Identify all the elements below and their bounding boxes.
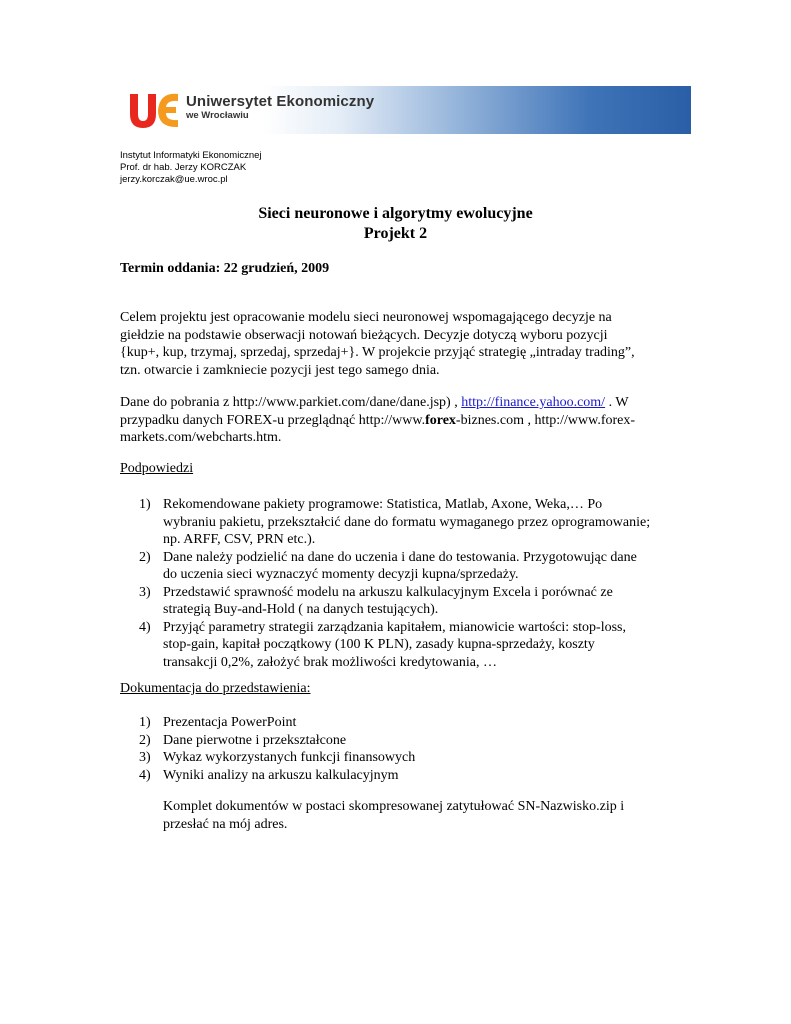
data-sources-text: Dane do pobrania z http://www.parkiet.com/dane/dane.jsp) , [120, 395, 462, 410]
documentation-heading: Dokumentacja do przedstawienia: [120, 681, 311, 696]
data-sources-paragraph [120, 394, 680, 447]
list-item-line: do uczenia sieci wyznaczyć momenty decyzji kupna/sprzedaży. [163, 567, 519, 582]
university-name [186, 94, 374, 121]
data-sources-text: przypadku danych FOREX-u przeglądnąć http://www. [120, 412, 426, 428]
intro-paragraph [120, 309, 680, 379]
list-number: 4) [139, 767, 151, 783]
list-number: 1) [139, 497, 151, 512]
list-item-line: transakcji 0,2%, założyć brak możliwości kredytowania, … [163, 654, 497, 670]
document-subtitle: Projekt 2 [363, 225, 428, 242]
author-info [120, 150, 262, 186]
closing-paragraph [163, 798, 723, 833]
university-name-line2: we Wrocławiu [186, 109, 249, 121]
closing-line: Komplet dokumentów w postaci skompresowanej zatytułować SN-Nazwisko.zip i [163, 799, 625, 814]
list-item [139, 584, 650, 619]
header-banner [128, 86, 691, 134]
list-item [139, 549, 650, 584]
data-sources-text: -biznes.com , http://www.forex- [455, 412, 636, 428]
list-item-line: Przyjąć parametry strategii zarządzania kapitałem, mianowicie wartości: stop-loss, [163, 619, 626, 635]
documentation-list [139, 714, 415, 784]
list-number: 2) [139, 732, 151, 748]
hints-list [139, 496, 650, 671]
intro-line: Celem projektu jest opracowanie modelu sieci neuronowej wspomagającego decyzje na [120, 310, 612, 325]
list-item [139, 749, 415, 767]
university-name-line1: Uniwersytet Ekonomiczny [186, 93, 375, 110]
list-item-line: wybraniu pakietu, przekształcić dane do formatu wymaganego przez oprogramowanie; [163, 514, 651, 530]
list-item-line: stop-gain, kapitał początkowy (100 K PLN), zasady kupna-sprzedaży, koszty [163, 637, 595, 652]
list-number: 2) [139, 549, 151, 565]
ue-logo-icon [128, 90, 180, 130]
list-item-line: np. ARFF, CSV, PRN etc.). [163, 532, 316, 547]
data-sources-line: markets.com/webcharts.htm. [120, 430, 282, 445]
list-item-line: strategią Buy-and-Hold ( na danych testujących). [163, 602, 439, 617]
document-title: Sieci neuronowe i algorytmy ewolucyjne [258, 205, 533, 222]
closing-line: przesłać na mój adres. [163, 816, 288, 832]
data-sources-text: . W [605, 395, 629, 410]
forex-bold-text: forex [425, 412, 456, 428]
list-item [139, 714, 415, 732]
list-item-line: Dane pierwotne i przekształcone [163, 732, 347, 748]
hints-heading: Podpowiedzi [120, 461, 194, 476]
list-item [139, 619, 650, 672]
yahoo-finance-link[interactable]: http://finance.yahoo.com/ [461, 395, 606, 410]
list-item-line: Przedstawić sprawność modelu na arkuszu kalkulacyjnym Excela i porównać ze [163, 584, 613, 600]
data-sources-line [120, 394, 680, 412]
professor-name: Prof. dr hab. Jerzy KORCZAK [120, 162, 247, 173]
list-item [139, 496, 650, 549]
intro-line: {kup+, kup, trzymaj, sprzedaj, sprzedaj+}. W projekcie przyjąć strategię „intraday trading”, [120, 345, 635, 360]
list-number: 1) [139, 715, 151, 730]
institute-name: Instytut Informatyki Ekonomicznej [120, 150, 262, 161]
list-item-line: Wyniki analizy na arkuszu kalkulacyjnym [163, 767, 399, 783]
intro-line: tzn. otwarcie i zamkniecie pozycji jest tego samego dnia. [120, 362, 440, 378]
list-number: 4) [139, 619, 151, 635]
author-email: jerzy.korczak@ue.wroc.pl [120, 174, 228, 185]
list-item [139, 732, 415, 750]
list-item [139, 767, 415, 785]
list-item-line: Rekomendowane pakiety programowe: Statistica, Matlab, Axone, Weka,… Po [163, 497, 603, 512]
deadline: Termin oddania: 22 grudzień, 2009 [120, 261, 330, 276]
list-item-line: Prezentacja PowerPoint [163, 715, 297, 730]
list-item-line: Dane należy podzielić na dane do uczenia i dane do testowania. Przygotowując dane [163, 549, 637, 565]
list-number: 3) [139, 584, 151, 600]
list-item-line: Wykaz wykorzystanych funkcji finansowych [163, 750, 416, 765]
data-sources-line [120, 412, 680, 430]
intro-line: giełdzie na podstawie obserwacji notowań bieżących. Decyzje dotyczą wyboru pozycji [120, 327, 608, 343]
list-number: 3) [139, 750, 151, 765]
